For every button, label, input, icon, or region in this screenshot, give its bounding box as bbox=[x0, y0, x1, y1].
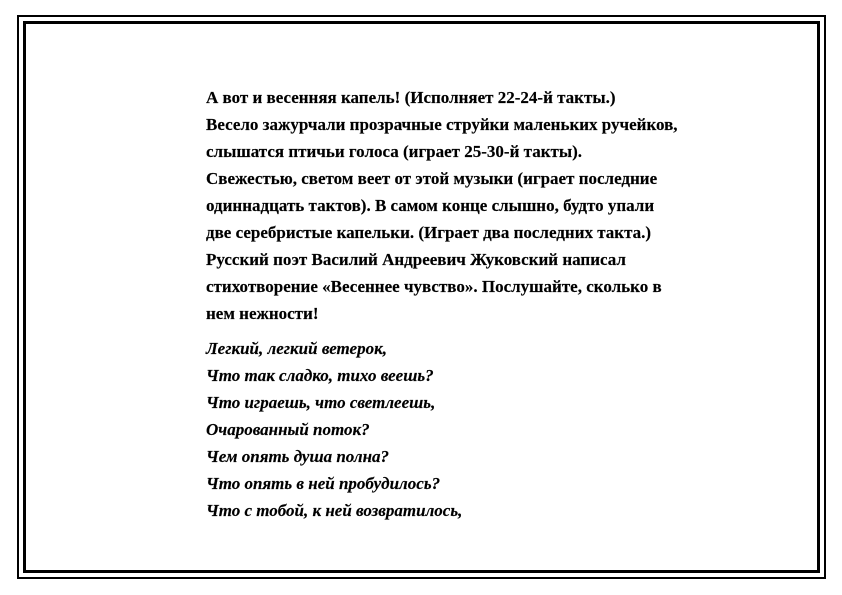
prose-line: слышатся птичьи голоса (играет 25-30-й такты). bbox=[206, 142, 583, 161]
prose-line: Русский поэт Василий Андреевич Жуковский написал bbox=[206, 250, 626, 269]
prose-line: нем нежности! bbox=[206, 304, 319, 323]
prose-line: Свежестью, светом веет от этой музыки (играет последние bbox=[206, 169, 658, 188]
prose-line: Весело зажурчали прозрачные струйки маленьких ручейков, bbox=[206, 115, 678, 134]
poem-line: Что играешь, что светлеешь, bbox=[206, 393, 436, 412]
text-content bbox=[206, 84, 746, 524]
poem-line: Очарованный поток? bbox=[206, 420, 370, 439]
poem-line: Что опять в ней пробудилось? bbox=[206, 474, 441, 493]
poem-stanza bbox=[206, 335, 746, 524]
poem-line: Что с тобой, к ней возвратилось, bbox=[206, 501, 463, 520]
prose-line: две серебристые капельки. (Играет два последних такта.) bbox=[206, 223, 652, 242]
prose-line: стихотворение «Весеннее чувство». Послушайте, сколько в bbox=[206, 277, 662, 296]
prose-line: одиннадцать тактов). В самом конце слышно, будто упали bbox=[206, 196, 655, 215]
poem-line: Легкий, легкий ветерок, bbox=[206, 339, 387, 358]
poem-line: Чем опять душа полна? bbox=[206, 447, 390, 466]
prose-paragraph bbox=[206, 84, 746, 327]
prose-line: А вот и весенняя капель! (Исполняет 22-24-й такты.) bbox=[206, 88, 616, 107]
poem-line: Что так сладко, тихо веешь? bbox=[206, 366, 434, 385]
